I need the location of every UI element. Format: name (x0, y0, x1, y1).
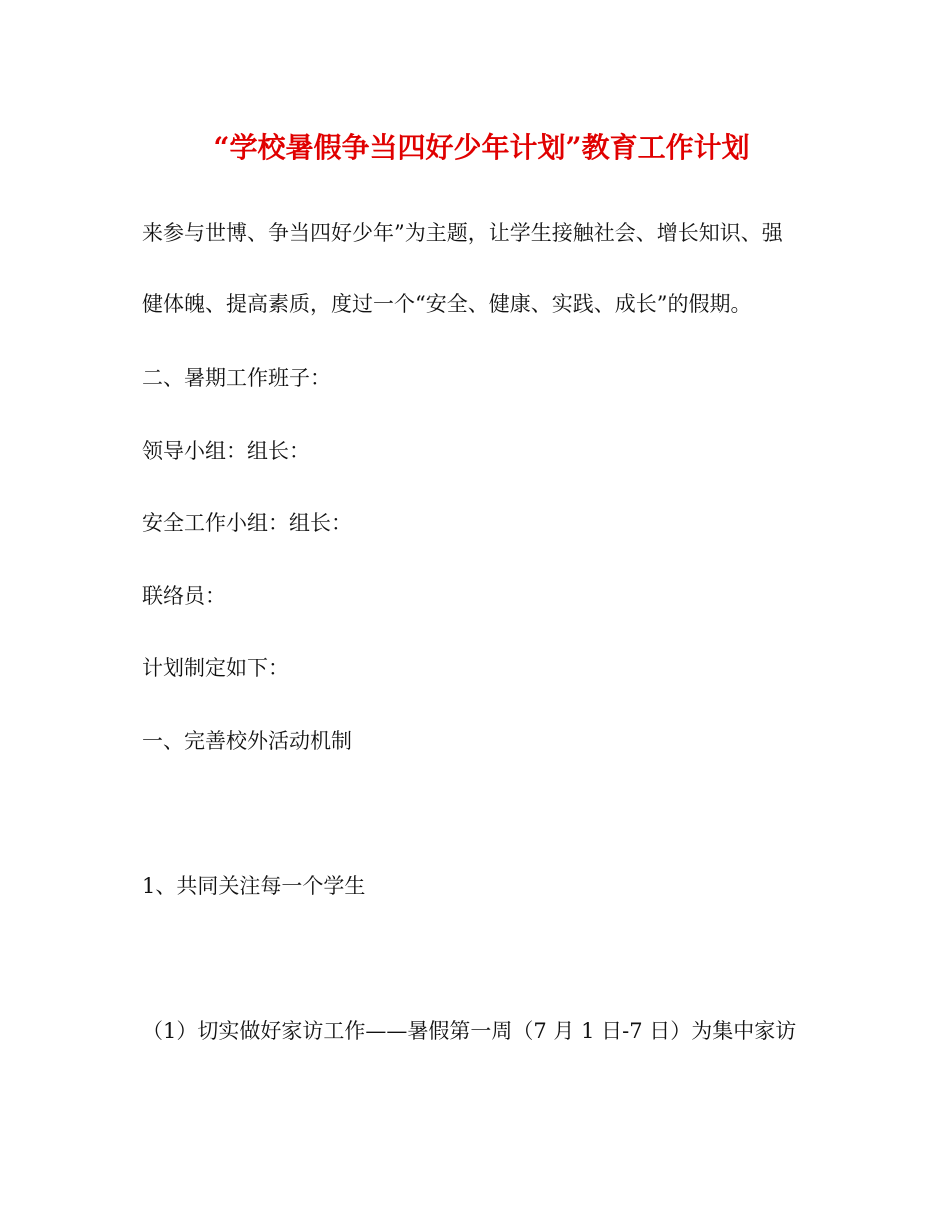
item-home-visit: （1）切实做好家访工作——暑假第一周（7 月 1 日-7 日）为集中家访 (142, 1019, 797, 1043)
subsection-heading-students: 1、共同关注每一个学生 (142, 874, 366, 898)
section-heading-mechanism: 一、完善校外活动机制 (142, 729, 352, 753)
section-heading-work-team: 二、暑期工作班子： (142, 366, 331, 390)
plan-intro-line: 计划制定如下： (142, 656, 289, 680)
document-title: “学校暑假争当四好少年计划”教育工作计划 (213, 131, 750, 164)
leadership-group-line: 领导小组：组长： (142, 439, 310, 463)
liaison-line: 联络员： (142, 584, 226, 608)
safety-group-line: 安全工作小组：组长： (142, 511, 352, 535)
paragraph-intro-line-1: 来参与世博、争当四好少年”为主题，让学生接触社会、增长知识、强 (142, 221, 783, 245)
paragraph-intro-line-2: 健体魄、提高素质，度过一个“安全、健康、实践、成长”的假期。 (142, 292, 752, 316)
